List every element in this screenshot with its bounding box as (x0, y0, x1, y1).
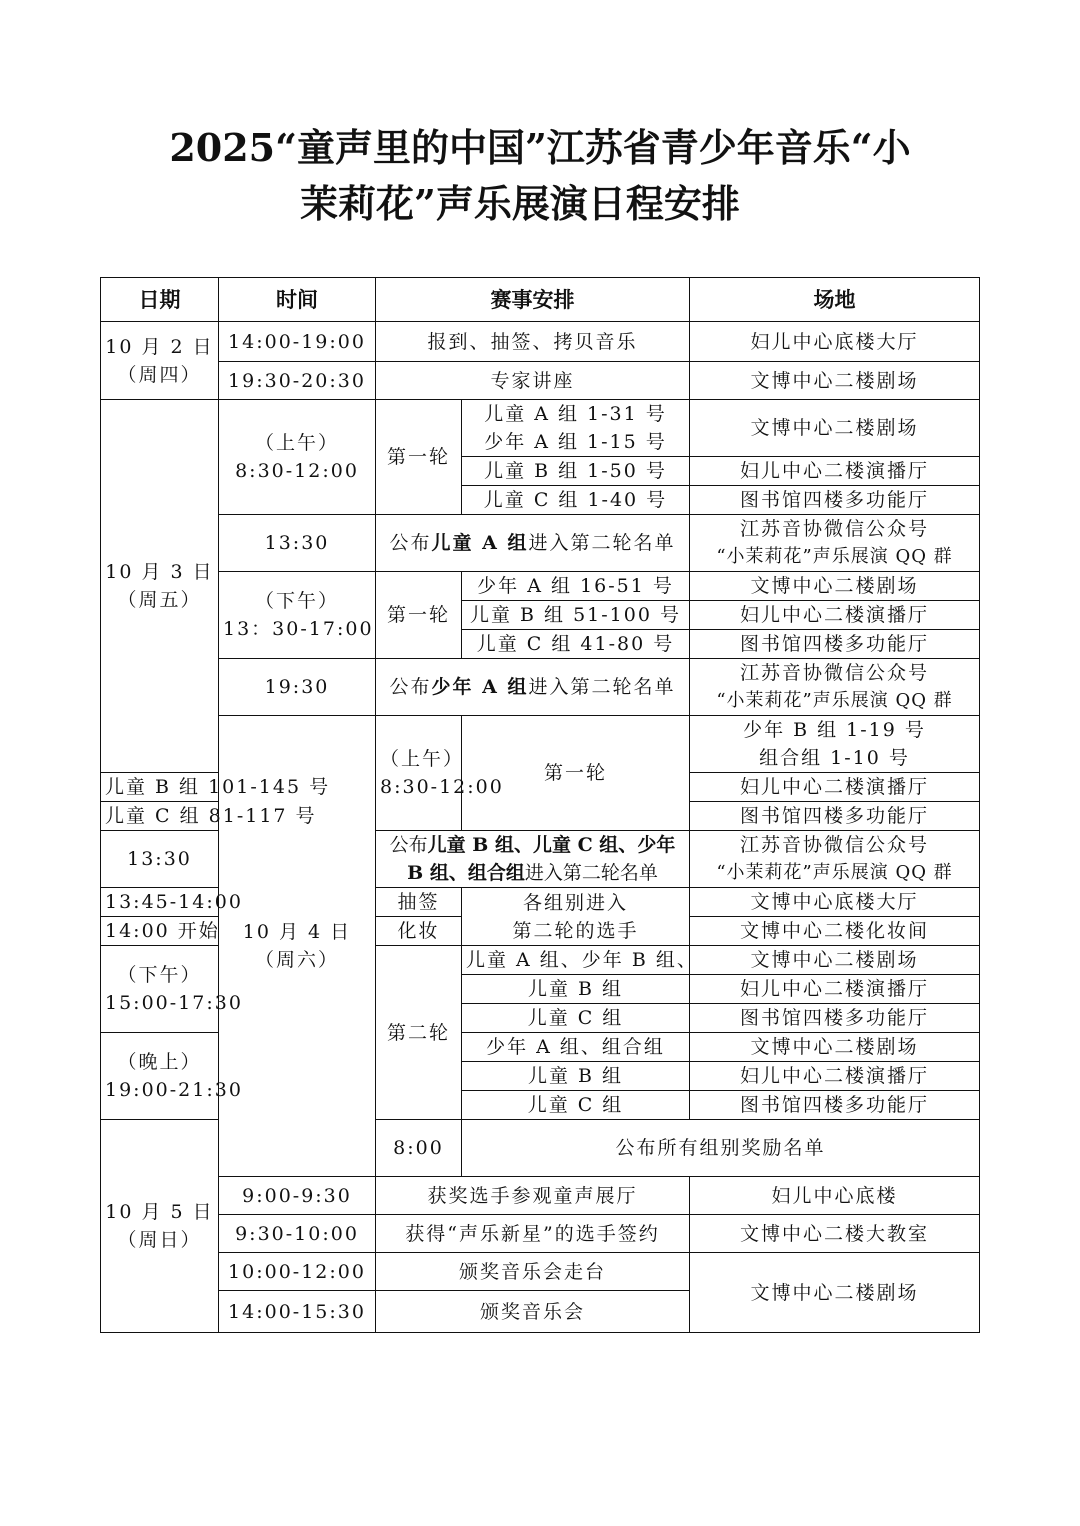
venue-cell: 文博中心二楼化妆间 (690, 917, 980, 946)
header-event: 赛事安排 (376, 278, 690, 322)
time-cell: （上午） 8:30-12:00 (376, 716, 462, 831)
venue-cell: 妇儿中心二楼演播厅 (690, 601, 980, 630)
activity-cell: 化妆 (376, 917, 462, 946)
table-row (101, 1177, 980, 1215)
table-row (101, 362, 980, 400)
time-cell: （下午） 15:00-17:30 (101, 946, 219, 1033)
time-cell: 19:30-20:30 (219, 362, 376, 400)
time-cell: 13:30 (219, 515, 376, 572)
table-row (101, 322, 980, 362)
venue-cell: 图书馆四楼多功能厅 (690, 486, 980, 515)
venue-cell: 文博中心二楼剧场 (690, 946, 980, 975)
event-cell: 报到、抽签、拷贝音乐 (376, 322, 690, 362)
table-row (101, 1253, 980, 1291)
group-cell: 儿童 B 组 51-100 号 (462, 601, 690, 630)
event-cell: 获得“声乐新星”的选手签约 (376, 1215, 690, 1253)
venue-cell: 文博中心二楼剧场 (690, 572, 980, 601)
date-cell: 10 月 4 日 （周六） (219, 716, 376, 1177)
venue-cell: 江苏音协微信公众号 “小茉莉花”声乐展演 QQ 群 (690, 831, 980, 888)
venue-cell: 图书馆四楼多功能厅 (690, 1004, 980, 1033)
venue-cell: 妇儿中心底楼 (690, 1177, 980, 1215)
time-cell: 8:00 (376, 1120, 462, 1177)
round-cell: 第一轮 (462, 716, 690, 831)
table-row (101, 888, 980, 917)
venue-cell: 文博中心二楼剧场 (690, 400, 980, 457)
group-cell: 儿童 C 组 (462, 1004, 690, 1033)
time-cell: 9:30-10:00 (219, 1215, 376, 1253)
venue-cell: 文博中心二楼大教室 (690, 1215, 980, 1253)
time-cell: 10:00-12:00 (219, 1253, 376, 1291)
round-cell: 第一轮 (376, 400, 462, 515)
time-cell: 13:45-14:00 (101, 888, 219, 917)
group-cell: 少年 A 组 16-51 号 (462, 572, 690, 601)
group-cell: 儿童 C 组 (462, 1091, 690, 1120)
venue-cell: 文博中心二楼剧场 (690, 1033, 980, 1062)
event-cell: 公布所有组别奖励名单 (462, 1120, 980, 1177)
group-cell: 儿童 B 组 (462, 1062, 690, 1091)
table-row (101, 572, 980, 601)
venue-cell: 图书馆四楼多功能厅 (690, 630, 980, 659)
header-time: 时间 (219, 278, 376, 322)
time-cell: （晚上） 19:00-21:30 (101, 1033, 219, 1120)
title-line-2: 茉莉花”声乐展演日程安排 (300, 181, 740, 226)
venue-cell: 妇儿中心底楼大厅 (690, 322, 980, 362)
venue-cell: 图书馆四楼多功能厅 (690, 802, 980, 831)
activity-cell: 抽签 (376, 888, 462, 917)
table-row (101, 515, 980, 572)
event-cell: 专家讲座 (376, 362, 690, 400)
event-cell: 获奖选手参观童声展厅 (376, 1177, 690, 1215)
header-row (101, 278, 980, 322)
group-cell: 儿童 B 组 1-50 号 (462, 457, 690, 486)
event-cell: 公布儿童 B 组、儿童 C 组、少年 B 组、组合组进入第二轮名单 (376, 831, 690, 888)
time-cell: （下午） 13：30-17:00 (219, 572, 376, 659)
venue-cell: 江苏音协微信公众号 “小茉莉花”声乐展演 QQ 群 (690, 659, 980, 716)
schedule-table (100, 277, 980, 1333)
time-cell: （上午） 8:30-12:00 (219, 400, 376, 515)
venue-cell: 妇儿中心二楼演播厅 (690, 773, 980, 802)
table-row (101, 400, 980, 457)
event-cell: 颁奖音乐会走台 (376, 1253, 690, 1291)
round-cell: 第二轮 (376, 946, 462, 1120)
group-cell: 儿童 A 组、少年 B 组、 (462, 946, 690, 975)
group-cell: 儿童 C 组 41-80 号 (462, 630, 690, 659)
header-venue: 场地 (690, 278, 980, 322)
venue-cell: 文博中心二楼剧场 (690, 1253, 980, 1333)
time-cell: 14:00-19:00 (219, 322, 376, 362)
venue-cell: 文博中心二楼剧场 (690, 362, 980, 400)
venue-cell: 妇儿中心二楼演播厅 (690, 975, 980, 1004)
group-cell: 儿童 C 组 1-40 号 (462, 486, 690, 515)
table-row (101, 1215, 980, 1253)
date-cell: 10 月 2 日 （周四） (101, 322, 219, 400)
event-cell: 公布儿童 A 组进入第二轮名单 (376, 515, 690, 572)
event-cell: 颁奖音乐会 (376, 1291, 690, 1333)
page-title (100, 120, 980, 232)
title-line-1: 2025“童声里的中国”江苏省青少年音乐“小 (169, 125, 911, 170)
round-cell: 第一轮 (376, 572, 462, 659)
time-cell: 9:00-9:30 (219, 1177, 376, 1215)
time-cell: 13:30 (101, 831, 219, 888)
time-cell: 19:30 (219, 659, 376, 716)
participants-cell: 各组别进入 第二轮的选手 (462, 888, 690, 946)
group-cell: 少年 A 组、组合组 (462, 1033, 690, 1062)
table-row (101, 716, 980, 773)
header-date: 日期 (101, 278, 219, 322)
venue-cell: 图书馆四楼多功能厅 (690, 1091, 980, 1120)
venue-cell: 文博中心底楼大厅 (690, 888, 980, 917)
time-cell: 14:00-15:30 (219, 1291, 376, 1333)
venue-cell: 妇儿中心二楼演播厅 (690, 1062, 980, 1091)
table-row (101, 659, 980, 716)
venue-cell: 妇儿中心二楼演播厅 (690, 457, 980, 486)
time-cell: 14:00 开始 (101, 917, 219, 946)
group-cell: 少年 B 组 1-19 号 组合组 1-10 号 (690, 716, 980, 773)
group-cell: 儿童 B 组 101-145 号 (101, 773, 219, 802)
venue-cell: 江苏音协微信公众号 “小茉莉花”声乐展演 QQ 群 (690, 515, 980, 572)
group-cell: 儿童 B 组 (462, 975, 690, 1004)
event-cell: 公布少年 A 组进入第二轮名单 (376, 659, 690, 716)
date-cell: 10 月 3 日 （周五） (101, 400, 219, 773)
group-cell: 儿童 C 组 81-117 号 (101, 802, 219, 831)
date-cell: 10 月 5 日 （周日） (101, 1120, 219, 1333)
group-cell: 儿童 A 组 1-31 号 少年 A 组 1-15 号 (462, 400, 690, 457)
